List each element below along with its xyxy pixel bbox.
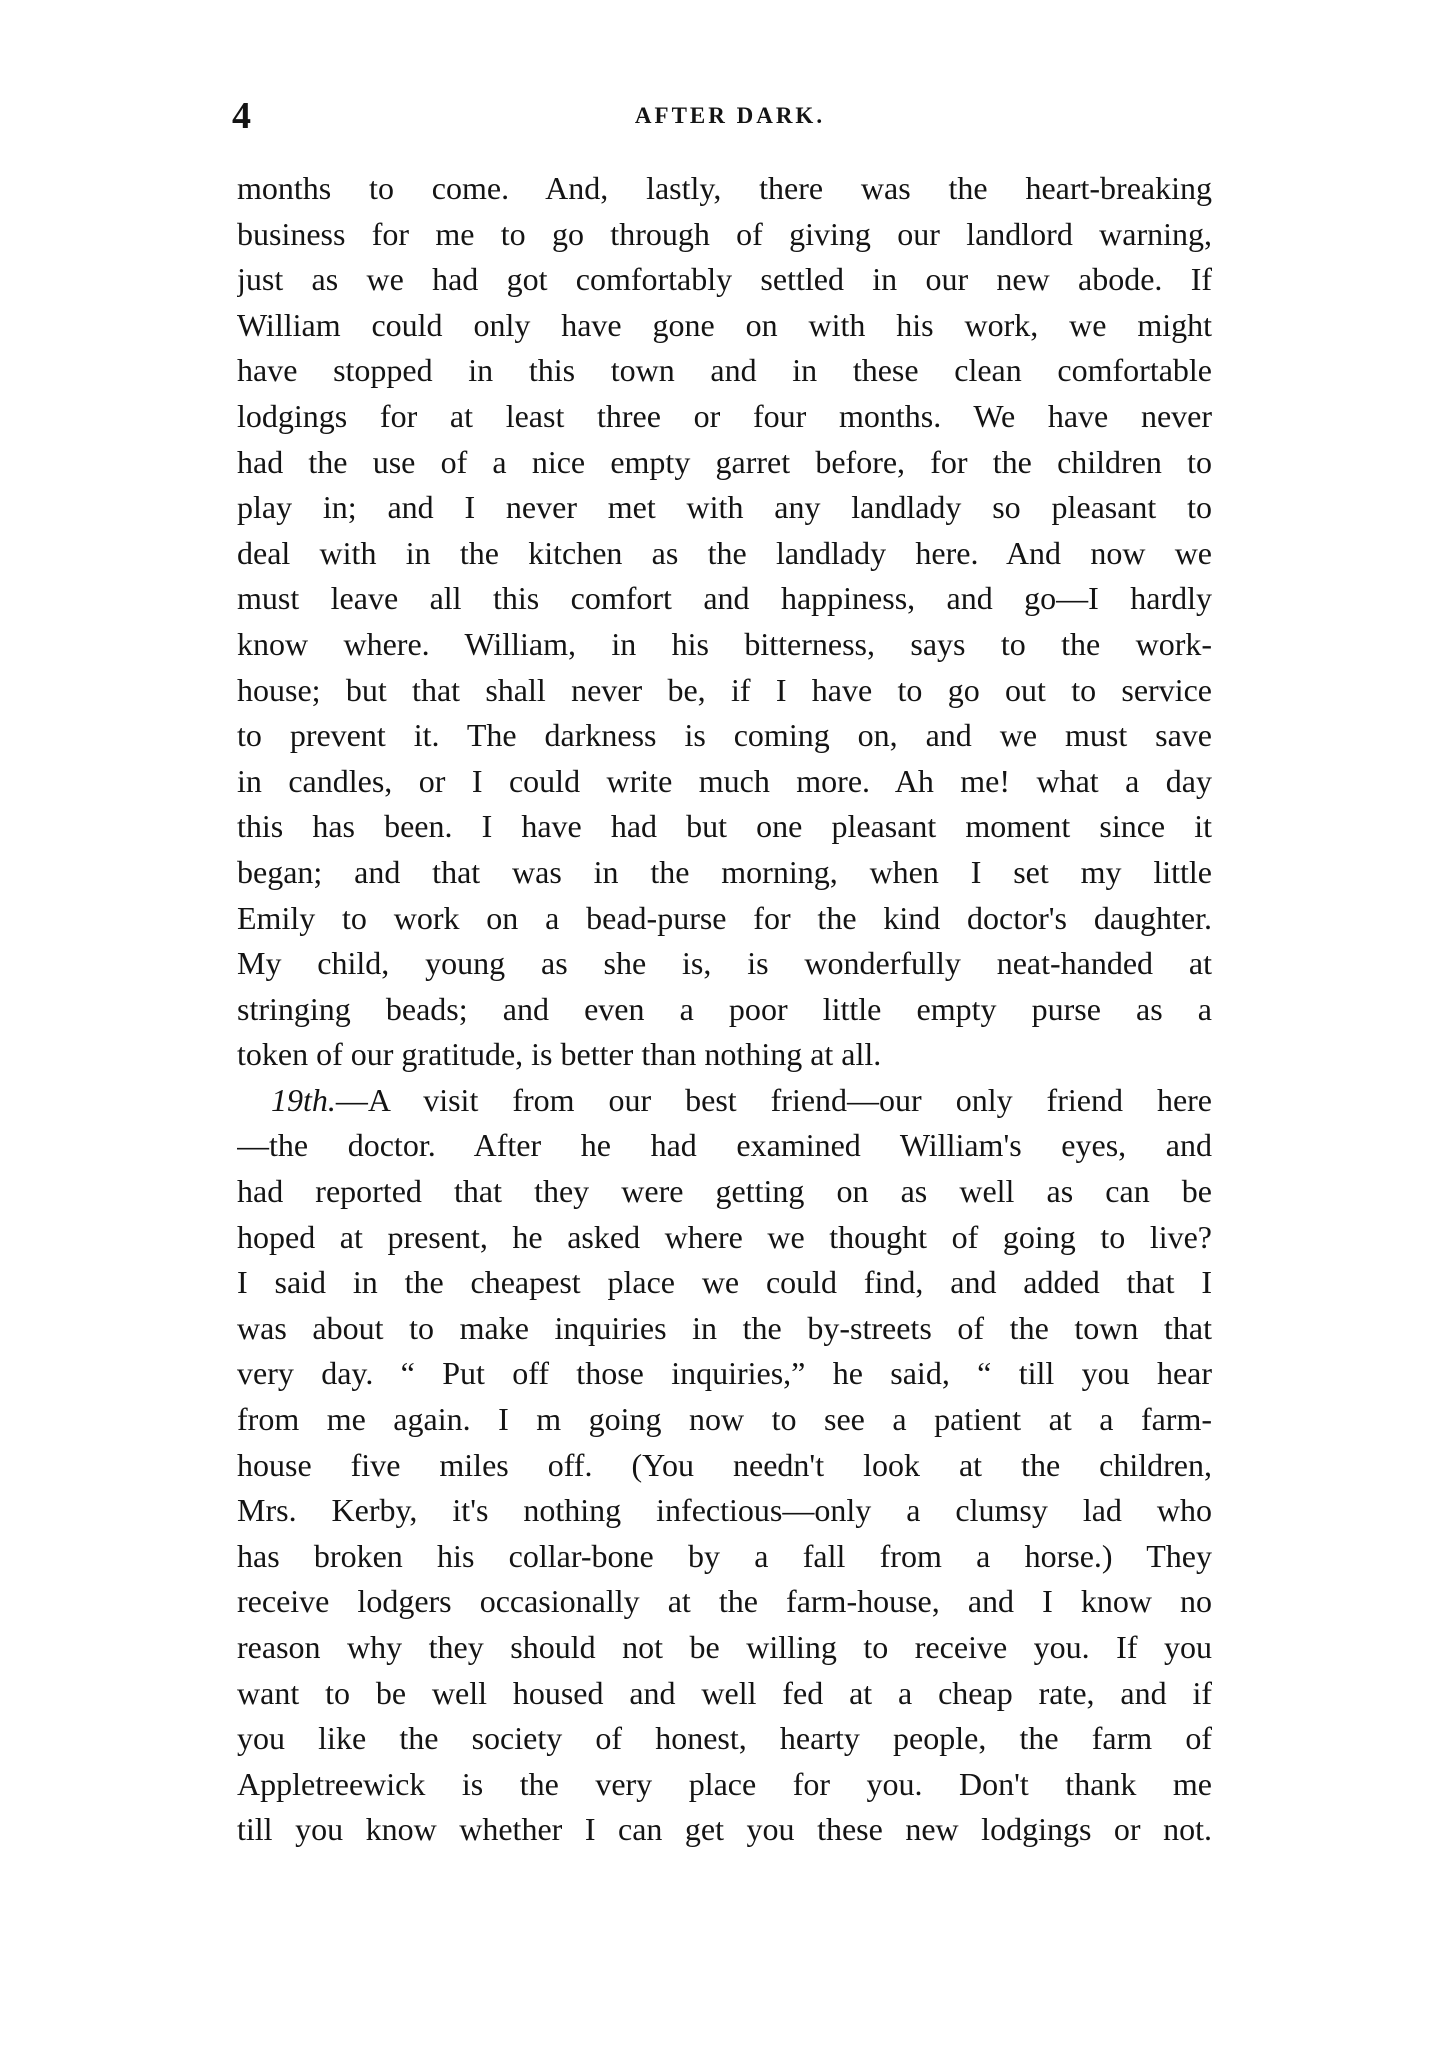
text-line: deal with in the kitchen as the landlady here. And now we: [237, 534, 1212, 571]
text-line: months to come. And, lastly, there was the heart-breaking: [237, 170, 1212, 206]
entry-date: 19th.: [271, 1081, 336, 1118]
text-line: had the use of a nice empty garret before, for the children to: [237, 443, 1212, 480]
text-line: —the doctor. After he had examined William's eyes, and: [237, 1127, 1212, 1164]
text-line: from me again. I m going now to see a patient at a farm-: [237, 1401, 1212, 1438]
text-line: you like the society of honest, hearty people, the farm of: [237, 1720, 1212, 1757]
text-line: stringing beads; and even a poor little empty purse as a: [237, 990, 1212, 1027]
text-line: has broken his collar-bone by a fall from a horse.) They: [237, 1537, 1212, 1574]
body-text: [237, 166, 1212, 1853]
entry-first-line: [237, 1078, 1212, 1124]
text-line: was about to make inquiries in the by-streets of the town that: [237, 1309, 1212, 1346]
text-line: Mrs. Kerby, it's nothing infectious—only a clumsy lad who: [237, 1492, 1212, 1529]
text-line: play in; and I never met with any landlady so pleasant to: [237, 489, 1212, 526]
text-line: William could only have gone on with his work, we might: [237, 306, 1212, 343]
page-number: 4: [232, 95, 251, 137]
text-line: want to be well housed and well fed at a cheap rate, and if: [237, 1674, 1212, 1711]
text-line: I said in the cheapest place we could find, and added that I: [237, 1264, 1212, 1301]
text-line: house five miles off. (You needn't look at the children,: [237, 1446, 1212, 1483]
text-line: just as we had got comfortably settled in our new abode. If: [237, 261, 1212, 298]
text-line: house; but that shall never be, if I have to go out to service: [237, 671, 1212, 708]
running-title: AFTER DARK.: [634, 103, 826, 128]
running-head: [232, 96, 1210, 136]
text-line: lodgings for at least three or four months. We have never: [237, 397, 1212, 434]
text-line: very day. “ Put off those inquiries,” he said, “ till you hear: [237, 1355, 1212, 1392]
text-line: reason why they should not be willing to receive you. If you: [237, 1629, 1212, 1665]
text-line: in candles, or I could write much more. Ah me! what a day: [237, 762, 1212, 799]
text-line: began; and that was in the morning, when I set my little: [237, 853, 1212, 890]
text-line: had reported that they were getting on as well as can be: [237, 1173, 1212, 1210]
text-line: know where. William, in his bitterness, says to the work-: [237, 625, 1212, 662]
text-line: My child, young as she is, is wonderfully neat-handed at: [237, 945, 1212, 982]
text-line: receive lodgers occasionally at the farm-house, and I know no: [237, 1583, 1212, 1620]
text-line: Emily to work on a bead-purse for the kind doctor's daughter.: [237, 899, 1212, 936]
text-line: Appletreewick is the very place for you. Don't thank me: [237, 1765, 1212, 1802]
text-line: business for me to go through of giving our landlord warning,: [237, 215, 1212, 252]
text-line: this has been. I have had but one pleasant moment since it: [237, 808, 1212, 845]
text-line: must leave all this comfort and happiness, and go—I hardly: [237, 580, 1212, 617]
paragraph-end-line: token of our gratitude, is better than nothing at all.: [237, 1036, 882, 1073]
text-line: have stopped in this town and in these clean comfortable: [237, 352, 1212, 389]
text-line: hoped at present, he asked where we thought of going to live?: [237, 1218, 1212, 1255]
entry-first-line-text: —A visit from our best friend—our only friend here: [335, 1081, 1212, 1118]
text-line: till you know whether I can get you these new lodgings or not.: [237, 1811, 1212, 1848]
text-line: to prevent it. The darkness is coming on, and we must save: [237, 717, 1212, 754]
